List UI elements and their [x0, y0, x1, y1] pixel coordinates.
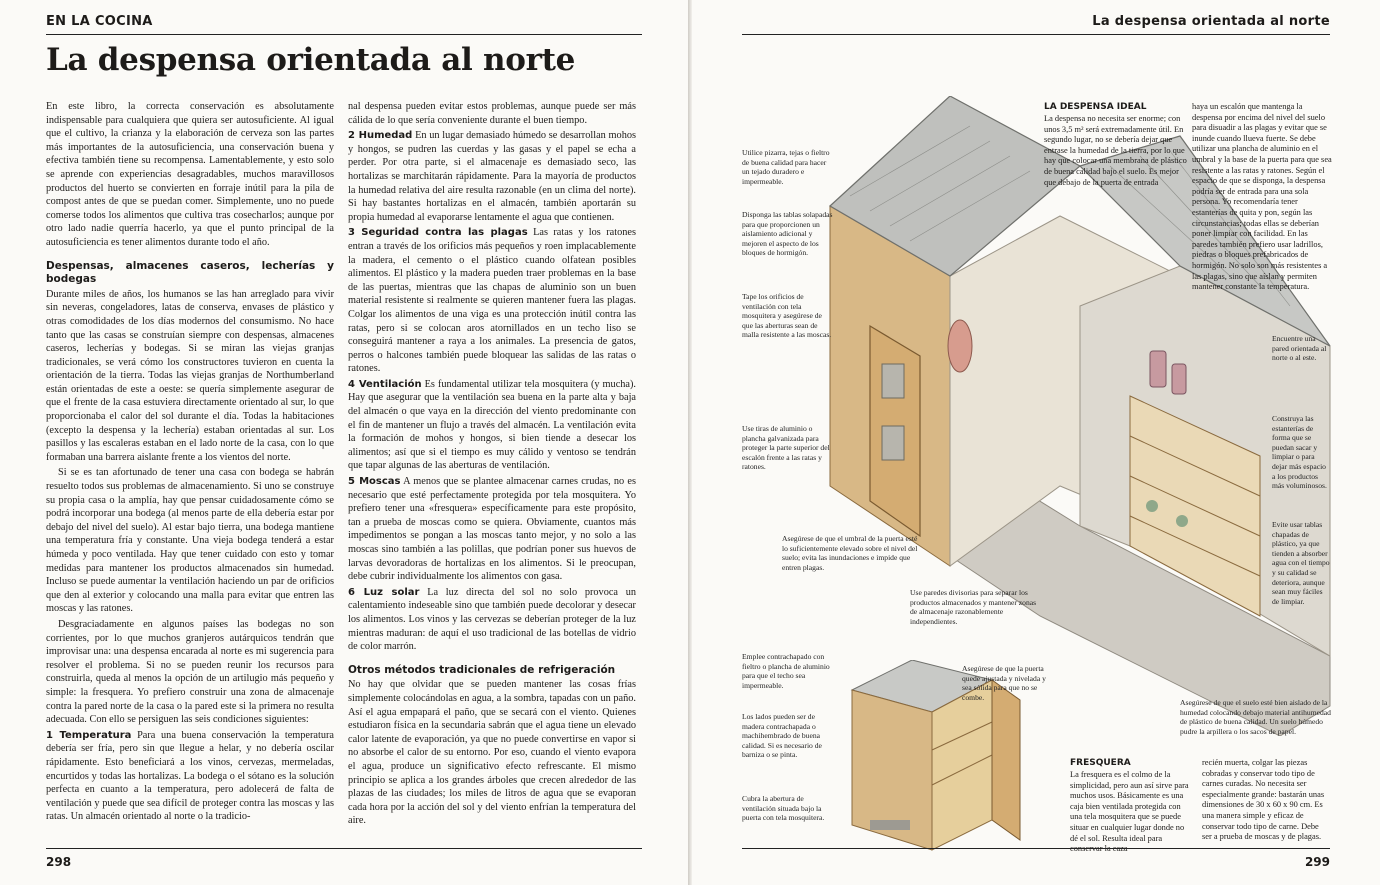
caption-vents: Tape los orificios de ventilación con tela mosquitera y asegúrese de que las aberturas sean de malla resistente a las moscas. [742, 292, 832, 340]
condition-text: Es fundamental utilizar tela mosquitera (y mucha). Hay que asegurar que la ventilación sea buena en la parte alta y baja del almacén o que vaya en la dirección del viento predominante con el fin de mantener un flujo a través del almacén. La ventilación evita la formación de mohos y hongos, si bien tiende a desecar los alimentos; así que si el tiempo es muy cálido y ventoso se tendrán que tapar algunas de las aberturas de ventilación. [348, 378, 636, 472]
condition-item [348, 226, 636, 376]
fresquera-heading: FRESQUERA [1070, 758, 1131, 768]
ideal-heading: LA DESPENSA IDEAL [1044, 102, 1147, 112]
caption-threshold: Asegúrese de que el umbral de la puerta esté lo suficientemente elevado sobre el nivel del suelo; evita las inundaciones e impide que entren plagas. [782, 534, 918, 572]
condition-label: 4 Ventilación [348, 378, 422, 390]
condition-text: Las ratas y los ratones entran a través de los orificios más pequeños y roen implacablemente la madera, el cemento o el plástico cuando olfatean posibles alimentos. El plástico y la madera pueden traer problemas en la base de las puertas, mientras que las chapas de aluminio son un buen material resistente si realmente se quieren mantener fuera las plagas. Colgar los alimentos de una viga es una protección inútil contra las ratas, pero si se colocan aros atornillados en un techo liso se conseguirá mantener a raya a los animales. La presencia de gatos, perros o halcones también puede bloquear las salidas de las ratas o ratones. [348, 227, 636, 375]
caption-roof: Utilice pizarra, tejas o fieltro de buena calidad para hacer un tejado duradero e impermeable. [742, 148, 830, 186]
fresquera-text: La fresquera es el colmo de la simplicidad, pero aun así sirve para muchos usos. Básicamente es una caja bien ventilada protegida con una tela mosquitera que se puede situar en cualquier lugar donde no dé el sol. Resulta ideal para [1070, 770, 1189, 843]
running-head: La despensa orientada al norte [1092, 14, 1330, 29]
running-head: EN LA COCINA [46, 14, 153, 29]
caption-step-strip: Use tiras de aluminio o plancha galvanizada para proteger la parte superior del escalón frente a las ratas y ratones. [742, 424, 830, 472]
condition-text: A menos que se plantee almacenar carnes crudas, no es necesario que esté perfectamente protegida por tela mosquitera. Yo prefiero tener una «fresquera» específicamente para este propósito, tan a prueba de moscas como se quiera. Obviamente, cuantos más impedimentos se pongan a las moscas tanto mejor, y no solo a las moscas sino también a las polillas, que podrían poner sus huevos de larvas devoradoras de hortalizas en los alimentos. Si le preocupan, debe cubrir individualmente los alimentos con gasa. [348, 476, 636, 583]
bottle-icon [1146, 500, 1158, 512]
caption-floor: Asegúrese de que el suelo esté bien aislado de la humedad colocando debajo material antihumedad de plástico de buena calidad. Un suelo húmedo pudre la arpillera o los sacos de papel. [1180, 698, 1331, 736]
page-number: 298 [46, 855, 72, 869]
condition-item [348, 378, 636, 473]
condition-label: 6 Luz solar [348, 586, 420, 598]
left-page [0, 0, 688, 885]
ideal-text: haya un escalón que mantenga la despensa por encima del nivel del suelo para disuadir a las plagas y evitar que se inunde cuando llueva fuerte. Se debe utilizar una plancha de aluminio en el umbral y la base de la puerta para que sea resistente a las ratas y ratones. Según el espacio de que se disponga, la despensa podría ser de entrada para una sola persona. Yo recomendaría tener estanterías de quita y pon, según las circunstancias; todas ellas se deberían poner limpiar con facilidad. En las paredes también prefiero usar ladrillos, piedras o bloques prefabricados de hormigón. No solo son más resistentes a las plagas, sino que aíslan y permiten mantener constante la temperatura. [1192, 102, 1332, 292]
condition-item [348, 129, 636, 224]
caption-north-wall: Encuentre una pared orientada al norte o al este. [1272, 334, 1327, 363]
condition-item [46, 729, 334, 824]
bottle-icon [1176, 515, 1188, 527]
paragraph: Desgraciadamente en algunos países las bodegas no son corrientes, por lo que muchos granjeros autárquicos tendrán que improvisar una: una despensa encarada al norte es mi sugerencia para resolver el problema. Si no se pueden reunir los recursos para construirla, queda al menos la opción de un artilugio más pequeño y simple: la fresquera. Yo prefiero construir una zona de almacenaje contra la pared norte de la casa o la pared este si la primera no resulta adecuada. Con ello se persiguen las seis condiciones siguientes: [46, 618, 334, 726]
paragraph: No hay que olvidar que se pueden mantener las cosas frías simplemente colocándolas en agua, a la sombra, tapadas con un paño. Así el agua empapará el paño, que se secará con el viento. Quienes estudiaron física en la secundaria sabrán que el agua tiene un elevado calor latente de evaporación, ya que no puede convertirse en vapor si no absorbe el calor de su entorno. Por eso, cuando el viento evapora el agua, produce un significativo efecto refrescante. El mismo principio se aplica a los grandes árboles que crecen alrededor de las plazas de las ciudades; los miles de litros de agua que se evaporan cada hora por la acción del sol y del viento enfrían la temperatura del aire. [348, 679, 636, 827]
paragraph: Durante miles de años, los humanos se las han arreglado para vivir sin neveras, congeladores, latas de conserva, envases de plástico y otras comodidades de los días modernos del consumismo. No hace tanto que las casas se construían siempre con despensas, almacenes caseros, lecherías y bodegas. Si se miran las viejas granjas tradicionales, se verá cómo los constructores tuvieron en cuenta la orientación de la tierra. Todas las viejas granjas de Northumberland están orientadas de este a oeste: se quería simplemente asegurar de que el frente de la casa estuviera directamente orientado al sur, lo que proporcionaba el calor del sol durante el día. Todas la habitaciones (excepto la despensa y la lechería) estaban orientadas al sur. Los pasillos y las escaleras estaban en el lado norte de la casa, con lo que formaban una barrera aislante frente a los vientos del norte. [46, 288, 334, 463]
ideal-text: La despensa no necesita ser enorme; con unos 3,5 m² será extremadamente útil. En segundo lugar, no se debería dejar que entrase la humedad de la tierra, por lo que hay que colocar una membrana de plástico de buena calidad bajo el suelo. Es mejor que debajo de la puerta de entrada [1044, 114, 1187, 187]
condition-label: 5 Moscas [348, 476, 401, 488]
condition-text: Para una buena conservación la temperatura debería ser fría, pero sin que llegue a helar, y no debería oscilar rápidamente. Esto beneficiará a los vinos, cervezas, mermeladas, encurtidos y todas las hortalizas. La bodega o el sótano es la solución perfecta en cuanto a la temperatura, pero adolecerá de falta de ventilación y puede que sea difícil de proteger contra las moscas y las ratas. Un almacén orientado al norte o la tradicio- [46, 729, 334, 823]
caption-chipboard: Evite usar tablas chapadas de plástico, ya que tienden a absorber agua con el tiempo y su calidad se deteriora, aunque sean muy fáciles de limpiar. [1272, 520, 1330, 606]
jar-icon [1172, 364, 1186, 394]
vent-mesh [882, 364, 904, 398]
vent-mesh [870, 820, 910, 830]
caption-partitions: Use paredes divisorias para separar los productos almacenados y mantener zonas de almacenaje razonablemente independientes. [910, 588, 1037, 626]
text-column-2 [348, 100, 636, 830]
caption-sides: Los lados pueden ser de madera contrachapada o machihembrado de buena calidad. Si es necesario de barniza o se pinta. [742, 712, 822, 760]
caption-boards: Disponga las tablas solapadas para que proporcionen un aislamiento adicional y mejoren el aspecto de los bloques de hormigón. [742, 210, 833, 258]
fresquera-text: recién muerta, colgar las piezas cobradas y conservar todo tipo de carnes curadas. No necesita ser especialmente grande: bastarán unas dimensiones de 30 x 60 x 90 cm. Es una manera simple y eficaz de conservar todo tipo de carne. Debe ser a prueba de moscas y de plagas. [1202, 758, 1325, 842]
paragraph: Si se es tan afortunado de tener una casa con bodega se habrán resuelto todos sus problemas de almacenamiento. Si uno se construye su propia casa o la amplía, hay que pensar cuidadosamente cómo se podrá incorporar una bodega (al menos parte de ella debería estar por debajo del nivel del suelo). Al estar bajo tierra, una bodega mantiene una temperatura fría y constante. Una vieja bodega tenderá a estar húmeda y poco ventilada. Hay que tener cuidado con esto y tomar medidas para mantener los productos almacenados sin humedad. Incluso se puede aumentar la ventilación haciendo un par de orificios que den al exterior y colocando una malla para evitar que entren las moscas y las ratones. [46, 467, 334, 615]
intro-paragraph: En este libro, la correcta conservación es absolutamente indispensable para cualquiera que quiera ser autosuficiente. Al igual que el cultivo, la crianza y la elaboración de cerveza son las partes más importantes de la autosuficiencia, una conservación buena y efectiva también tiene su recompensa. Lamentablemente, y esto solo se aprende con experiencias desagradables, muchos maravillosos productos del huerto se convierten en forraje inútil para la pila de compost antes de que se puedan comer. Simplemente, uno no puede comerse todos los alimentos que cultiva tras cosecharlos; aunque por otro lado nadie querría hacerlo, ya que el punto principal de la autosuficiencia es tener alimentos durante todo el año. [46, 101, 334, 248]
condition-item [348, 475, 636, 584]
page-title: La despensa orientada al norte [46, 42, 576, 78]
vent-mesh [882, 426, 904, 460]
caption-plywood: Emplee contrachapado con fieltro o plancha de aluminio para que el techo sea impermeable. [742, 652, 830, 690]
page-number: 299 [1304, 855, 1330, 869]
jar-icon [1150, 351, 1166, 387]
condition-label: 3 Seguridad contra las plagas [348, 227, 528, 239]
caption-vent-mesh: Cubra la abertura de ventilación situada bajo la puerta con tela mosquitera. [742, 794, 825, 823]
header-rule [46, 34, 642, 35]
section-heading: Otros métodos tradicionales de refrigeración [348, 663, 616, 676]
condition-item [348, 586, 636, 654]
condition-label: 2 Humedad [348, 130, 413, 142]
paragraph: nal despensa pueden evitar estos problemas, aunque puede ser más cálida de lo que sería conveniente durante el buen tiempo. [348, 101, 636, 126]
condition-label: 1 Temperatura [46, 729, 132, 741]
section-heading: Despensas, almacenes caseros, lecherías y bodegas [46, 259, 334, 286]
footer-rule [46, 848, 642, 849]
hanging-meat-icon [948, 320, 972, 372]
cabinet-door [992, 680, 1020, 840]
caption-shelves: Construya las estanterías de forma que se puedan sacar y limpiar o para dejar más espacio a los productos más voluminosos. [1272, 414, 1327, 491]
condition-text: En un lugar demasiado húmedo se desarrollan mohos y hongos, se pudren las cuerdas y las gasas y el papel se echa a perder. Por otra parte, si el almacenaje es demasiado seco, las hortalizas se marchitarán rápidamente. Para la mayoría de productos la humedad relativa del aire resulta razonable (en un clima del norte). Si hay bastantes hortalizas en el almacén, también aportarán su propia humedad al evaporarse lentamente el agua que contienen. [348, 130, 636, 223]
caption-door: Asegúrese de que la puerta quede ajustada y nivelada y sea sólida para que no se combe. [962, 664, 1046, 702]
condition-text: La luz directa del sol no solo provoca un calentamiento indeseable sino que también puede decolorar y desecar los alimentos. Los vinos y las cervezas se deberían proteger de la luz mientras maduran: de aquí el uso tradicional de las botellas de vidrio de color marrón. [348, 586, 637, 653]
right-page [692, 0, 1380, 885]
text-column-1 [46, 100, 334, 826]
header-rule [742, 34, 1330, 35]
footer-rule [742, 848, 1330, 849]
